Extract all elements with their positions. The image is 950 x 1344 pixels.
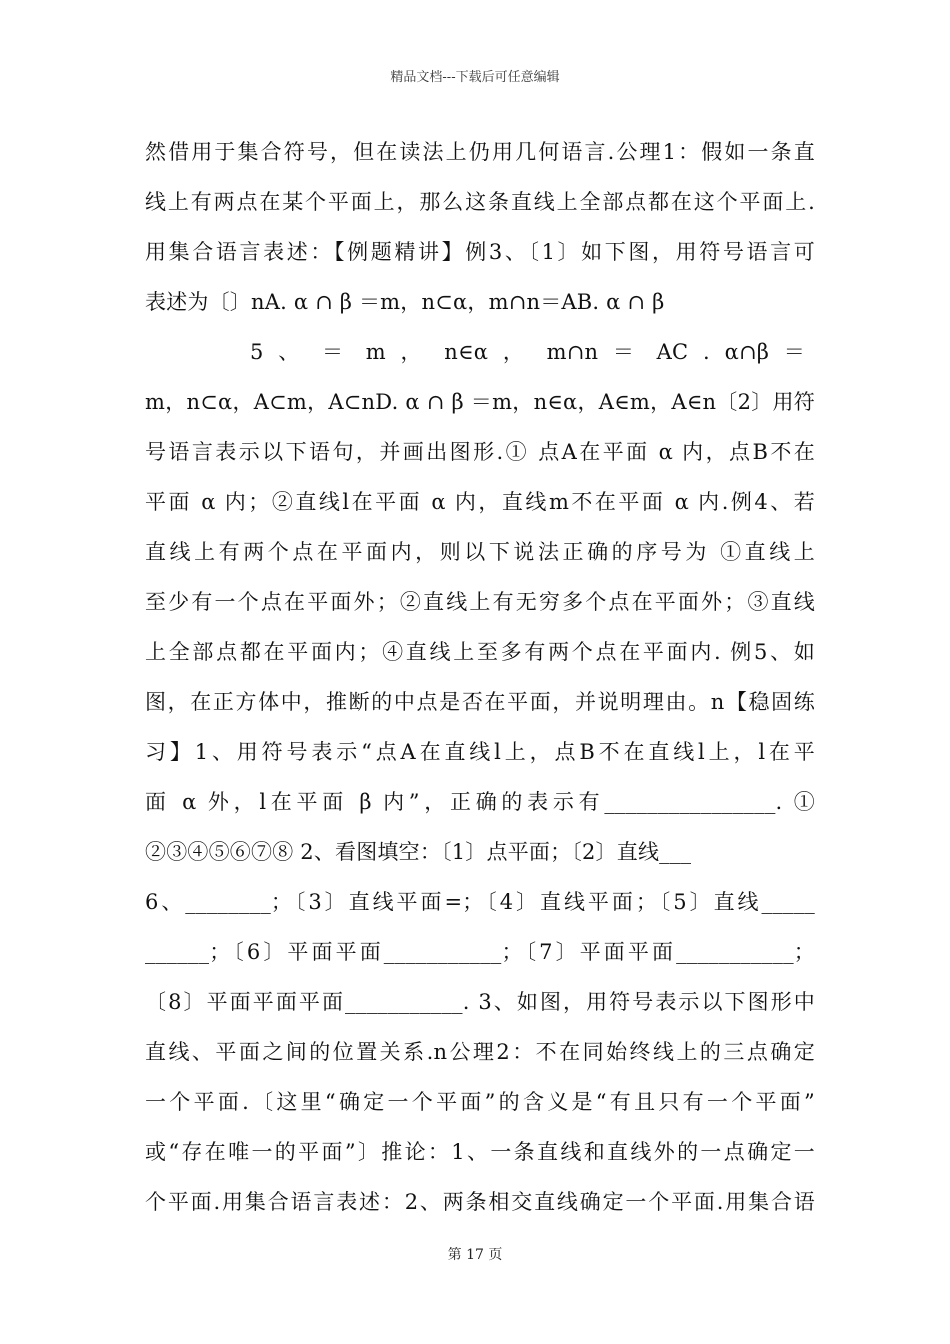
text-line: 号语言表示以下语句，并画出图形.① 点A在平面 α 内，点B不在	[145, 440, 815, 464]
page-header: 精品文档---下载后可任意编辑	[390, 70, 560, 85]
text-line: 面 α 外，l在平面 β 内”，正确的表示有________________. ①	[145, 790, 815, 814]
text-line: m，n⊂α，A⊂m，A⊂nD. α ∩ β ＝m，n∈α，A∈m，A∈n〔2〕用符	[145, 390, 815, 414]
text-line: 用集合语言表述：【例题精讲】例3、〔1〕如下图，用符号语言可	[145, 240, 815, 264]
text-line: 至少有一个点在平面外；②直线上有无穷多个点在平面外；③直线	[145, 590, 815, 614]
text-line: 平面 α 内；②直线l在平面 α 内，直线m不在平面 α 内.例4、若	[145, 490, 815, 514]
text-line: 个平面.用集合语言表述：2、两条相交直线确定一个平面.用集合语	[145, 1190, 815, 1214]
text-line: 上全部点都在平面内；④直线上至多有两个点在平面内. 例5、如	[145, 640, 815, 664]
text-line: 一个平面.〔这里“确定一个平面”的含义是“有且只有一个平面”	[145, 1090, 815, 1114]
text-line: 线上有两点在某个平面上，那么这条直线上全部点都在这个平面上.	[145, 190, 815, 214]
text-line: 5 、 ＝ m ， n∈α ， m∩n ＝ AC . α∩β ＝	[250, 340, 805, 364]
text-line: 然借用于集合符号，但在读法上仍用几何语言.公理1：假如一条直	[145, 140, 815, 164]
text-line: 习】1、用符号表示“点A在直线l上，点B不在直线l上，l在平	[145, 740, 815, 764]
text-line: 直线、平面之间的位置关系.n公理2：不在同始终线上的三点确定	[145, 1040, 815, 1064]
page-number: 第 17 页	[447, 1247, 503, 1263]
text-line: 直线上有两个点在平面内，则以下说法正确的序号为 ①直线上	[145, 540, 815, 564]
text-line: 6、________；〔3〕直线平面=；〔4〕直线平面；〔5〕直线_____	[145, 890, 815, 914]
text-line: ②③④⑤⑥⑦⑧ 2、看图填空：〔1〕点平面；〔2〕直线___	[145, 840, 692, 864]
text-line: 表述为〔〕nA. α ∩ β ＝m，n⊂α，m∩n＝AB. α ∩ β	[145, 290, 665, 314]
text-line: 图，在正方体中，推断的中点是否在平面，并说明理由。n【稳固练	[145, 690, 815, 714]
text-line: 或“存在唯一的平面”〕推论：1、一条直线和直线外的一点确定一	[145, 1140, 815, 1164]
text-line: 〔8〕平面平面平面___________. 3、如图，用符号表示以下图形中	[145, 990, 815, 1014]
text-line: ______；〔6〕平面平面___________；〔7〕平面平面___________；	[145, 940, 815, 964]
